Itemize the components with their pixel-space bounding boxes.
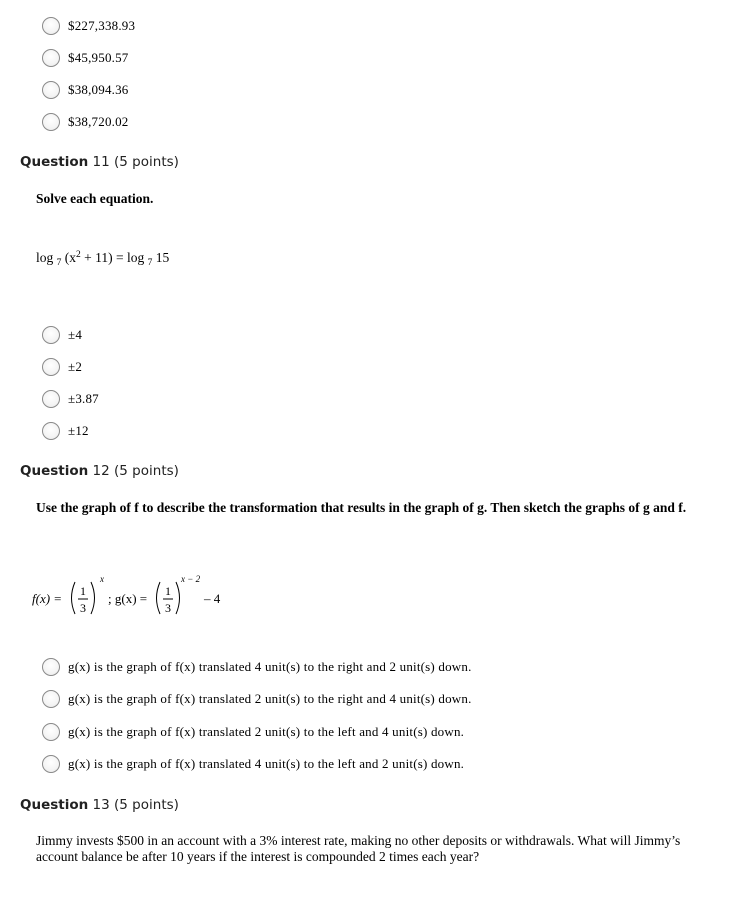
answer-option[interactable]: [42, 420, 89, 442]
answer-option[interactable]: [42, 721, 464, 743]
option-label: g(x) is the graph of f(x) translated 4 unit(s) to the right and 2 unit(s) down.: [68, 659, 472, 674]
fraction-numerator: 1: [165, 584, 171, 598]
option-label: ±12: [68, 423, 89, 438]
answer-option[interactable]: [42, 111, 129, 133]
answer-option[interactable]: [42, 47, 129, 69]
question-label: Question: [20, 154, 89, 170]
equation-middle: + 11) = log: [80, 250, 145, 265]
option-label: ±2: [68, 359, 83, 374]
left-paren: [157, 582, 161, 614]
option-label: ±3.87: [68, 391, 99, 406]
radio-button[interactable]: [42, 723, 60, 741]
option-label: g(x) is the graph of f(x) translated 2 unit(s) to the right and 4 unit(s) down.: [68, 691, 472, 706]
f-exponent: x: [100, 574, 104, 584]
answer-option[interactable]: [42, 324, 82, 346]
question-points: (5 points): [114, 797, 179, 813]
log-base: 7: [56, 258, 62, 268]
log-equation: [36, 250, 169, 268]
question-number: 11: [92, 154, 110, 170]
question-label: Question: [20, 463, 89, 479]
left-paren: [72, 582, 76, 614]
option-label: g(x) is the graph of f(x) translated 2 unit(s) to the left and 4 unit(s) down.: [68, 724, 465, 739]
answer-option[interactable]: [42, 79, 129, 101]
question-prompt: Jimmy invests $500 in an account with a 3% interest rate, making no other deposits or withdrawals. What will Jimmy’s account balance be after 10 years if the interest is compounded 2 times each year?: [36, 833, 681, 864]
radio-button[interactable]: [42, 658, 60, 676]
fraction-denominator: 3: [80, 601, 86, 615]
equation-argument: (x: [64, 250, 77, 265]
option-label: $38,720.02: [68, 114, 129, 129]
answer-option[interactable]: [42, 388, 99, 410]
radio-button[interactable]: [42, 113, 60, 131]
question-points: (5 points): [114, 463, 179, 479]
radio-button[interactable]: [42, 690, 60, 708]
option-label: $227,338.93: [68, 18, 136, 33]
radio-button[interactable]: [42, 49, 60, 67]
g-offset: – 4: [204, 591, 221, 606]
question-number: 12: [92, 463, 110, 479]
answer-option[interactable]: [42, 15, 135, 37]
answer-option[interactable]: [42, 656, 472, 678]
exponential-formula: [30, 570, 250, 626]
question-header: [20, 797, 179, 813]
answer-option[interactable]: [42, 688, 472, 710]
radio-button[interactable]: [42, 326, 60, 344]
fraction-numerator: 1: [80, 584, 86, 598]
question-points: (5 points): [114, 154, 179, 170]
radio-button[interactable]: [42, 422, 60, 440]
answer-option[interactable]: [42, 753, 464, 775]
radio-button[interactable]: [42, 390, 60, 408]
equation-rhs: 15: [152, 250, 170, 265]
option-label: ±4: [68, 327, 83, 342]
radio-button[interactable]: [42, 81, 60, 99]
fraction-denominator: 3: [165, 601, 171, 615]
question-number: 13: [92, 797, 110, 813]
question-header: [20, 154, 179, 170]
f-definition: f(x) =: [32, 591, 63, 606]
g-definition: ; g(x) =: [108, 591, 148, 606]
option-label: $45,950.57: [68, 50, 129, 65]
right-paren: [176, 582, 180, 614]
radio-button[interactable]: [42, 358, 60, 376]
radio-button[interactable]: [42, 17, 60, 35]
question-label: Question: [20, 797, 89, 813]
log-text: log: [36, 250, 54, 265]
option-label: g(x) is the graph of f(x) translated 4 unit(s) to the left and 2 unit(s) down.: [68, 756, 465, 771]
question-prompt: Solve each equation.: [36, 191, 154, 206]
right-paren: [91, 582, 95, 614]
g-exponent: x − 2: [181, 574, 201, 584]
radio-button[interactable]: [42, 755, 60, 773]
equation-exponent: 2: [76, 250, 81, 260]
log-base: 7: [147, 258, 153, 268]
answer-option[interactable]: [42, 356, 82, 378]
question-header: [20, 463, 179, 479]
question-prompt: Use the graph of f to describe the transformation that results in the graph of g. Then sketch the graphs of g and f.: [36, 500, 687, 515]
option-label: $38,094.36: [68, 82, 129, 97]
